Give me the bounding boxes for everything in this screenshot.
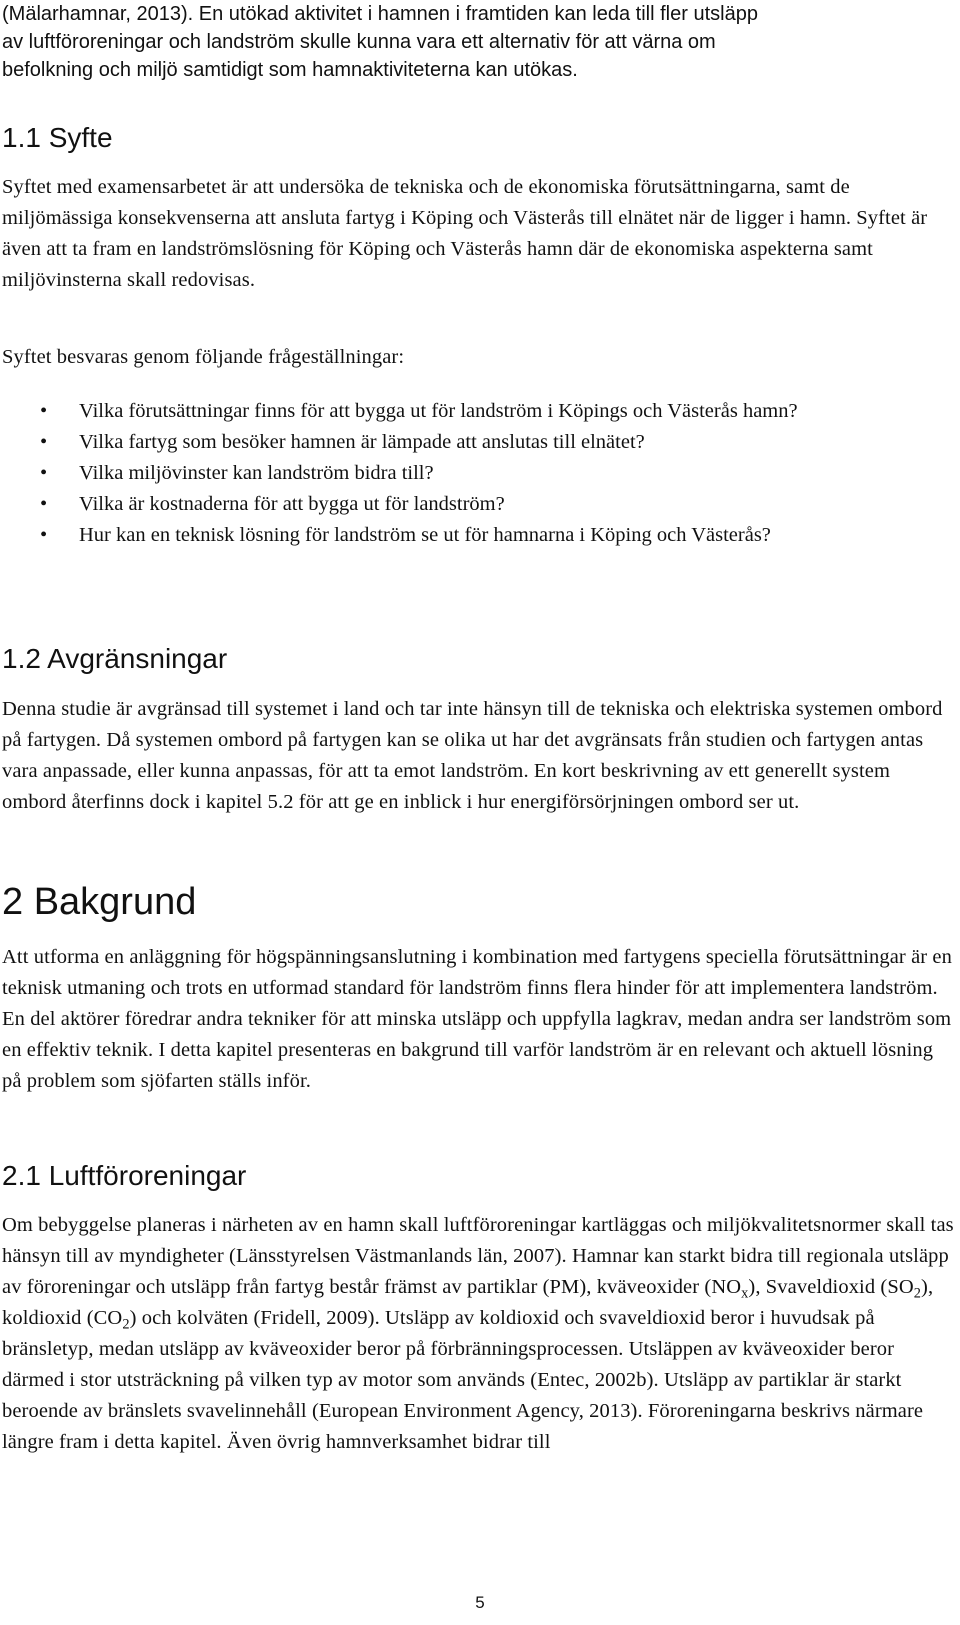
bullet-icon: •: [40, 462, 48, 484]
bullet-icon: •: [40, 431, 48, 453]
heading-2-1: 2.1 Luftföroreningar: [2, 1160, 247, 1191]
paragraph-text: ), Svaveldioxid (SO: [748, 1276, 914, 1298]
intro-line: av luftföroreningar och landström skulle kunna vara ett alternativ för att värna om: [2, 31, 716, 53]
paragraph-text: Om bebyggelse planeras i närheten av en hamn skall luftföroreningar kartläggas och miljökvalitetsnormer skall tas hänsyn till av myndigheter (Länsstyrelsen Västmanlands län, 2007). Hamnar kan starkt bidra till regionala utsläpp av föroreningar och utsläpp från fartyg består främst av partiklar (PM), kväveoxider (NO: [2, 1214, 954, 1298]
bullet-icon: •: [40, 493, 48, 515]
question-text: Vilka förutsättningar finns för att bygga ut för landström i Köpings och Västerås hamn?: [79, 400, 798, 422]
questions-list: [0, 396, 955, 551]
list-item: [0, 520, 955, 551]
question-text: Vilka är kostnaderna för att bygga ut för landström?: [79, 493, 505, 515]
question-text: Hur kan en teknisk lösning för landström se ut för hamnarna i Köping och Västerås?: [79, 524, 771, 546]
page-number: 5: [475, 1593, 485, 1612]
paragraph-text: ), koldioxid (CO: [2, 1276, 934, 1329]
paragraph-syfte: Syftet med examensarbetet är att undersöka de tekniska och de ekonomiska förutsättningarna, samt de miljömässiga konsekvenserna att ansluta fartyg i Köping och Västerås till elnätet när de ligger i hamn. Syftet är även att ta fram en landströmslösning för Köping och Västerås hamn där de ekonomiska aspekterna samt miljövinsterna skall redovisas.: [2, 176, 928, 291]
questions-intro: Syftet besvaras genom följande frågeställningar:: [2, 346, 405, 368]
paragraph-luftfororeningar: [2, 1210, 957, 1458]
intro-paragraph: [2, 0, 957, 84]
subscript-x: x: [741, 1285, 749, 1302]
paragraph-text: ) och kolväten (Fridell, 2009). Utsläpp av koldioxid och svaveldioxid beror i huvudsak på bränsletyp, medan utsläpp av kväveoxider beror på förbränningsprocessen. Utsläppen av kväveoxider beror därmed i stor utsträckning på vilken typ av motor som används (Entec, 2002b). Utsläpp av partiklar är starkt beroende av bränslets svavelinnehåll (European Environment Agency, 2013). Föroreningarna beskrivs närmare längre fram i detta kapitel. Även övrig hamnverksamhet bidrar till: [2, 1307, 924, 1453]
paragraph-bakgrund: Att utforma en anläggning för högspänningsanslutning i kombination med fartygens speciella förutsättningar är en teknisk utmaning och trots en utformad standard för landström finns flera hinder för att implementera landström. En del aktörer föredrar andra tekniker för att minska utsläpp och uppfylla lagkrav, medan andra ser landström som en effektiv teknik. I detta kapitel presenteras en bakgrund till varför landström är en relevant och aktuell lösning på problem som sjöfarten ställs inför.: [2, 946, 952, 1092]
question-text: Vilka miljövinster kan landström bidra till?: [79, 462, 434, 484]
heading-1-1: 1.1 Syfte: [2, 122, 113, 153]
paragraph-avgransningar: Denna studie är avgränsad till systemet i land och tar inte hänsyn till de tekniska och elektriska systemen ombord på fartygen. Då systemen ombord på fartygen kan se olika ut har det avgränsats från studien och fartygen antas vara anpassade, eller kunna anpassas, för att ta emot landström. En kort beskrivning av ett generellt system ombord återfinns dock i kapitel 5.2 för att ge en inblick i hur energiförsörjningen ombord ser ut.: [2, 698, 943, 813]
question-text: Vilka fartyg som besöker hamnen är lämpade att anslutas till elnätet?: [79, 431, 645, 453]
heading-2: 2 Bakgrund: [2, 881, 197, 923]
list-item: [0, 458, 955, 489]
intro-line: befolkning och miljö samtidigt som hamnaktiviteterna kan utökas.: [2, 59, 578, 81]
list-item: [0, 396, 955, 427]
subscript-2: 2: [913, 1285, 922, 1302]
bullet-icon: •: [40, 400, 48, 422]
list-item: [0, 427, 955, 458]
bullet-icon: •: [40, 524, 48, 546]
intro-line: (Mälarhamnar, 2013). En utökad aktivitet i hamnen i framtiden kan leda till fler utsläpp: [2, 3, 758, 25]
list-item: [0, 489, 955, 520]
heading-1-2: 1.2 Avgränsningar: [2, 643, 228, 674]
subscript-2: 2: [122, 1316, 130, 1333]
